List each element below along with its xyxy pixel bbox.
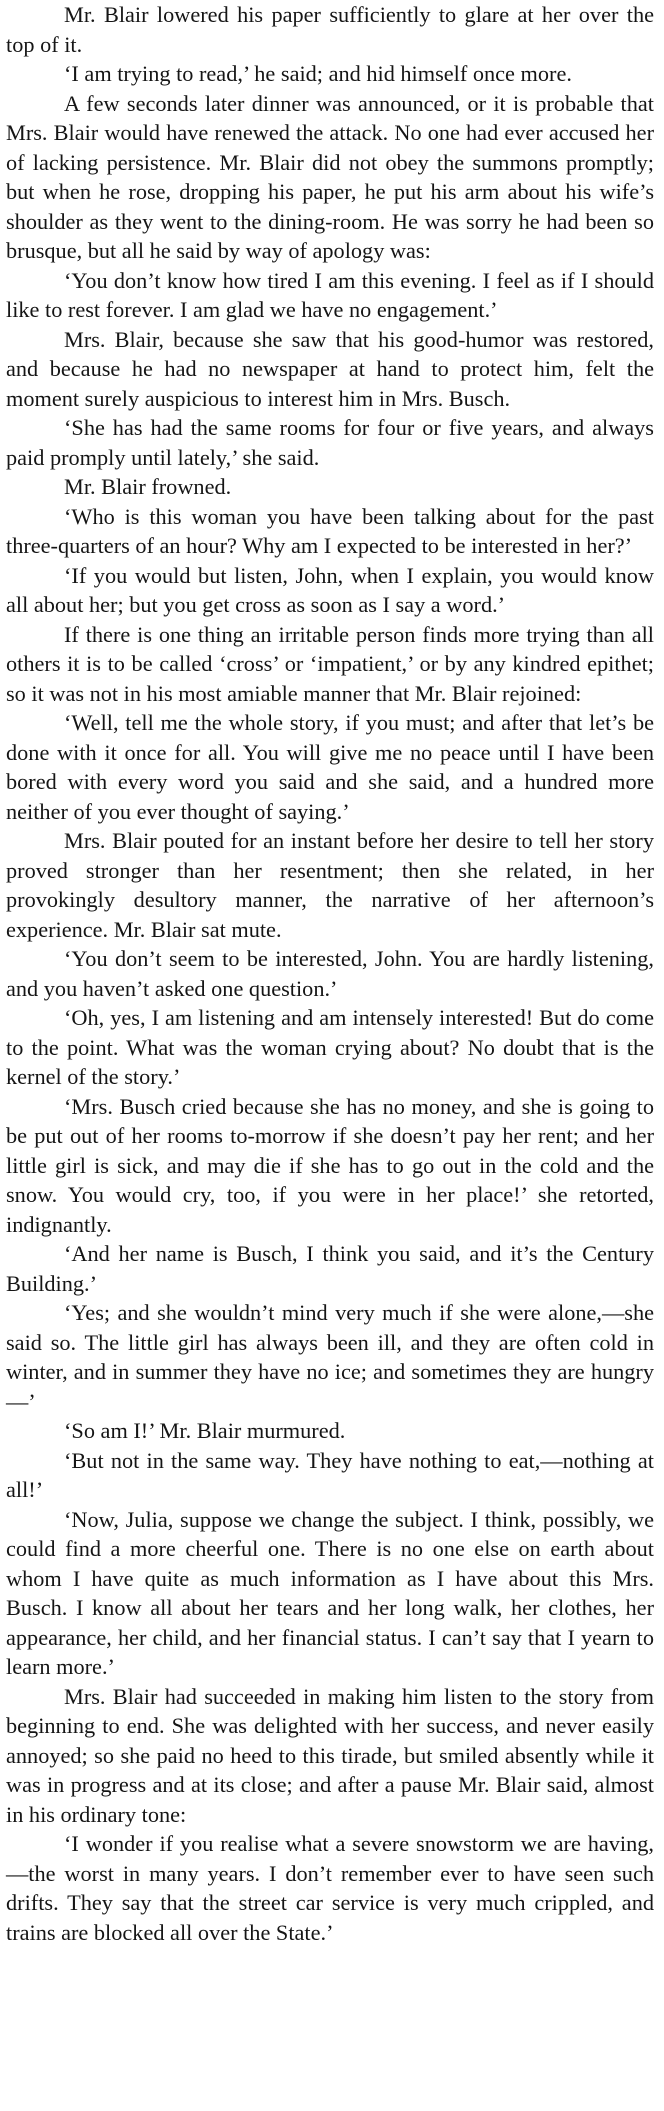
paragraph: A few seconds later dinner was announced, or it is probable that Mrs. Blair would have renewed the attack. No one had ever accused her of lacking persistence. Mr. Blair did not obey the summons promptly; but when he rose, dropping his paper, he put his arm about his wife’s shoulder as they went to the dining-room. He was sorry he had been so brusque, but all he said by way of apology was:: [6, 90, 654, 263]
paragraph: ‘Mrs. Busch cried because she has no money, and she is going to be put out of her rooms to-morrow if she doesn’t pay her rent; and her little girl is sick, and may die if she has to go out in the cold and the snow. You would cry, too, if you were in her place!’ she retorted, indignantly.: [6, 1093, 654, 1237]
paragraph: ‘Well, tell me the whole story, if you must; and after that let’s be done with it once for all. You will give me no peace until I have been bored with every word you said and she said, and a hundred more neither of you ever thought of saying.’: [6, 710, 654, 824]
paragraph: Mrs. Blair had succeeded in making him listen to the story from beginning to end. She was delighted with her success, and never easily annoyed; so she paid no heed to this tirade, but smiled absently while it was in progress and at its close; and after a pause Mr. Blair said, almost in his ordinary tone:: [6, 1683, 654, 1827]
paragraph: ‘If you would but listen, John, when I explain, you would know all about her; but you get cross as soon as I say a word.’: [6, 562, 654, 617]
paragraph: ‘I wonder if you realise what a severe snowstorm we are having,—the worst in many years. I don’t remember ever to have seen such drifts. They say that the street car service is very much crippled, and trains are blocked all over the State.’: [6, 1831, 654, 1945]
paragraph: ‘And her name is Busch, I think you said, and it’s the Century Building.’: [6, 1241, 654, 1296]
paragraph: If there is one thing an irritable person finds more trying than all others it is to be called ‘cross’ or ‘impatient,’ or by any kindred epithet; so it was not in his most amiable manner that Mr. Blair rejoined:: [6, 621, 654, 706]
paragraph: ‘You don’t seem to be interested, John. You are hardly listening, and you haven’t asked one question.’: [6, 946, 654, 1001]
paragraph: Mrs. Blair, because she saw that his good-humor was restored, and because he had no newspaper at hand to protect him, felt the moment surely auspicious to interest him in Mrs. Busch.: [6, 326, 654, 411]
paragraph: Mr. Blair frowned.: [64, 474, 232, 499]
paragraph: ‘Now, Julia, suppose we change the subject. I think, possibly, we could find a more cheerful one. There is no one else on earth about whom I have quite as much information as I have about this Mrs. Busch. I know all about her tears and her long walk, her clothes, her appearance, her child, and her financial status. I can’t say that I yearn to learn more.’: [6, 1506, 654, 1679]
paragraph: Mrs. Blair pouted for an instant before her desire to tell her story proved stronger than her resentment; then she related, in her provokingly desultory manner, the narrative of her afternoon’s experience. Mr. Blair sat mute.: [6, 828, 654, 942]
paragraph: ‘But not in the same way. They have nothing to eat,—nothing at all!’: [6, 1447, 654, 1502]
paragraph: ‘So am I!’ Mr. Blair murmured.: [64, 1418, 346, 1443]
paragraph: ‘Yes; and she wouldn’t mind very much if she were alone,—she said so. The little girl has always been ill, and they are often cold in winter, and in summer they have no ice; and sometimes they are hungry—’: [6, 1300, 654, 1414]
paragraph: ‘I am trying to read,’ he said; and hid himself once more.: [64, 61, 572, 86]
paragraph: ‘Who is this woman you have been talking about for the past three-quarters of an hour? Why am I expected to be interested in her?’: [6, 503, 654, 558]
paragraph: ‘Oh, yes, I am listening and am intensely interested! But do come to the point. What was the woman crying about? No doubt that is the kernel of the story.’: [6, 1005, 654, 1089]
paragraph: Mr. Blair lowered his paper sufficiently to glare at her over the top of it.: [6, 2, 654, 57]
paragraph: ‘She has had the same rooms for four or five years, and always paid promply until lately,’ she said.: [6, 415, 654, 470]
paragraph: ‘You don’t know how tired I am this evening. I feel as if I should like to rest forever. I am glad we have no engagement.’: [6, 267, 654, 322]
